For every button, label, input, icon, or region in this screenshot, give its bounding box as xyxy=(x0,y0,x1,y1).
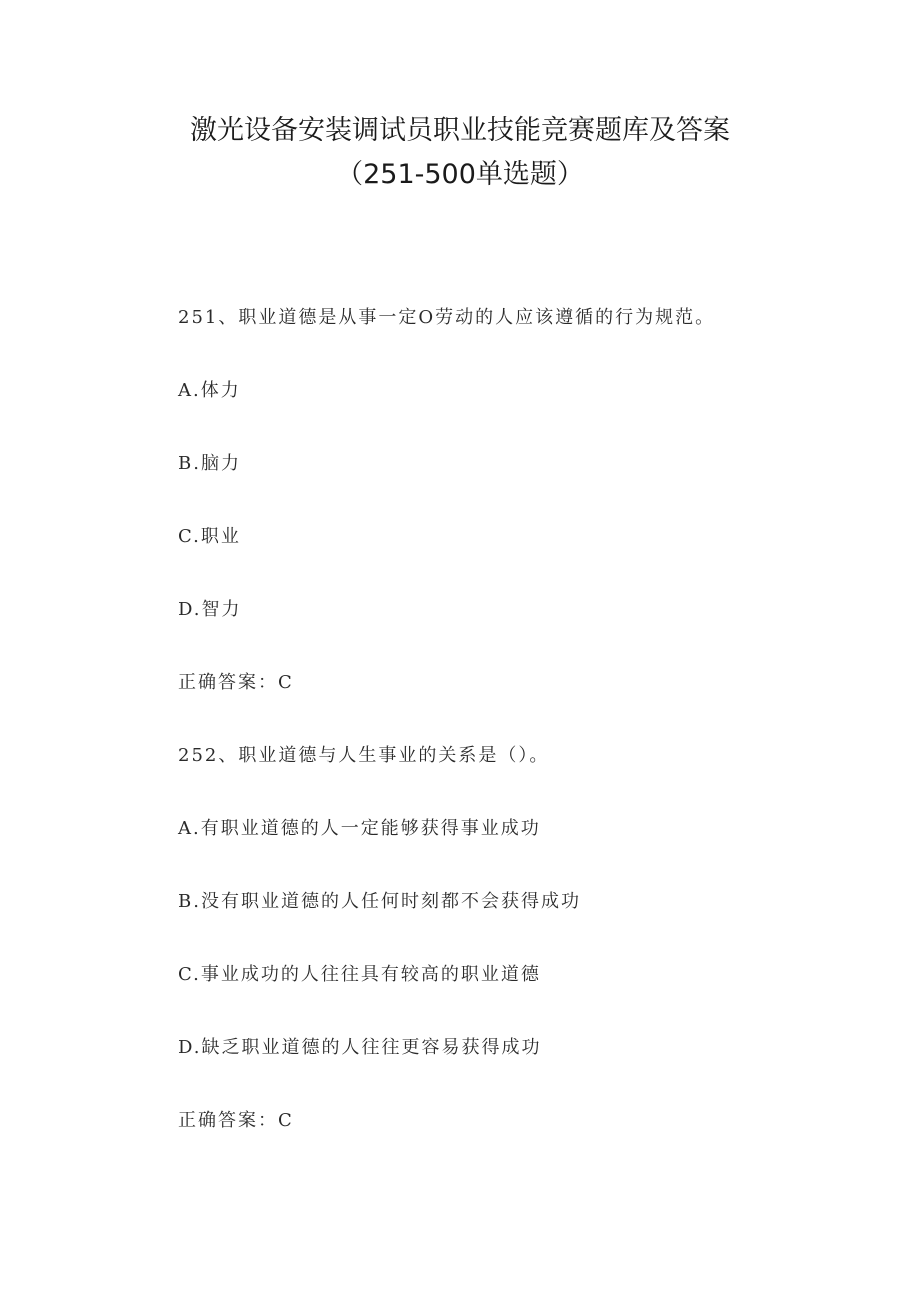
question-252-option-d: D.缺乏职业道德的人往往更容易获得成功 xyxy=(178,1037,542,1058)
question-251-option-b: B.脑力 xyxy=(178,453,241,474)
document-subtitle: （251-500单选题） xyxy=(336,159,584,190)
question-251-option-d: D.智力 xyxy=(178,599,242,620)
question-251-answer: 正确答案：C xyxy=(178,672,294,693)
question-252-option-b: B.没有职业道德的人任何时刻都不会获得成功 xyxy=(178,891,581,912)
question-251-option-a: A.体力 xyxy=(178,380,241,401)
document-title: 激光设备安装调试员职业技能竞赛题库及答案 xyxy=(190,115,730,146)
question-252-stem: 252、职业道德与人生事业的关系是（）。 xyxy=(178,745,550,766)
question-251-option-c: C.职业 xyxy=(178,526,241,547)
question-252-option-c: C.事业成功的人往往具有较高的职业道德 xyxy=(178,964,541,985)
question-251-stem: 251、职业道德是从事一定O劳动的人应该遵循的行为规范。 xyxy=(178,307,716,328)
question-252-option-a: A.有职业道德的人一定能够获得事业成功 xyxy=(178,818,541,839)
question-252-answer: 正确答案：C xyxy=(178,1110,294,1131)
